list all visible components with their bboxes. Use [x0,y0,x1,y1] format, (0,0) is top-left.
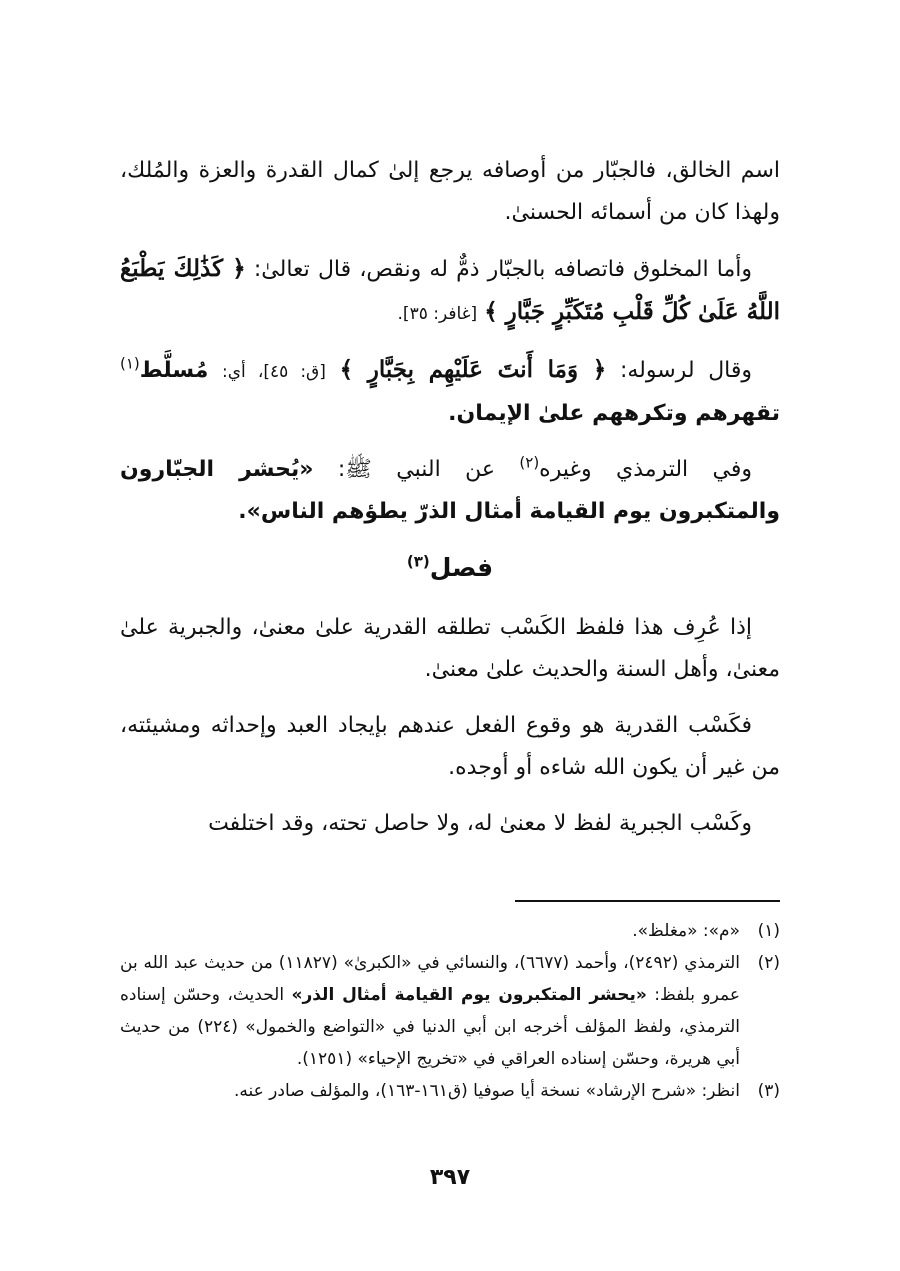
paragraph-5-text: إذا عُرِف هذا فلفظ الكَسْب تطلقه القدرية علىٰ معنىٰ، والجبرية علىٰ معنىٰ، وأهل السنة والحديث علىٰ معنىٰ. [120,615,780,682]
quran-verse-ghafir: ﴿ كَذَٰلِكَ يَطْبَعُ اللَّهُ عَلَىٰ كُلِّ قَلْبِ مُتَكَبِّرٍ جَبَّارٍ ﴾ [120,255,780,325]
paragraph-6-text: فكَسْب القدرية هو وقوع الفعل عندهم بإيجاد العبد وإحداثه ومشيئته، من غير أن يكون الله شاءه أو أوجده. [120,713,780,780]
paragraph-7 [120,803,780,845]
paragraph-4-text-a: وفي الترمذي وغيره [539,457,753,482]
paragraph-3 [120,349,780,435]
footnote-3-number: (٣) [757,1081,780,1101]
footnote-marker-1[interactable]: (١) [120,354,140,373]
verse-reference-ghafir: [غافر: ٣٥]. [397,304,478,324]
paragraph-1 [120,150,780,234]
musallat-word: مُسلَّط [139,358,209,383]
paragraph-3-text-b: تقهرهم وتكرههم علىٰ الإيمان. [448,401,780,426]
footnote-2-bold-quote: «يحشر المتكبرون يوم القيامة أمثال الذر» [291,985,647,1005]
quran-verse-qaf: ﴿ وَمَا أَنتَ عَلَيْهِم بِجَبَّارٍ ﴾ [339,356,607,383]
section-heading [120,547,780,589]
verse-reference-qaf: [ق: ٤٥]، أي: [222,362,326,382]
paragraph-4 [120,449,780,533]
paragraph-2-text: وأما المخلوق فاتصافه بالجبّار ذمٌّ له ونقص، قال تعالىٰ: [253,257,752,282]
paragraph-7-text: وكَسْب الجبرية لفظ لا معنىٰ له، ولا حاصل تحته، وقد اختلفت [208,811,752,836]
footnote-1-text: «م»: «مغلظ». [632,921,740,941]
paragraph-6 [120,705,780,789]
footnote-2-text-b: الحديث، وحسّن إسناده الترمذي، ولفظ المؤلف أخرجه ابن أبي الدنيا في «التواضع والخمول» (٢٢٤) من حديث أبي هريرة، وحسّن إسناده العراقي في «تخريج الإحياء» (١٢٥١). [120,985,741,1069]
section-heading-text: فصل [429,553,494,582]
footnote-separator [515,900,780,902]
footnote-1 [120,915,780,947]
hadith-text: «يُحشر الجبّارون والمتكبرون يوم القيامة أمثال الذرّ يطؤهم الناس». [120,457,780,524]
footnotes [120,915,780,1107]
main-text [120,150,780,859]
footnote-marker-2[interactable]: (٢) [519,453,540,472]
footnote-marker-3[interactable]: (٣) [406,552,430,571]
paragraph-1-text: اسم الخالق، فالجبّار من أوصافه يرجع إلىٰ كمال القدرة والعزة والمُلك، ولهذا كان من أسمائه الحسنىٰ. [120,158,780,225]
footnote-1-number: (١) [757,921,780,941]
paragraph-3-text-a: وقال لرسوله: [619,358,753,383]
paragraph-4-text-b: عن النبي ﷺ: [337,457,495,482]
footnote-2-number: (٢) [757,953,780,973]
footnote-2 [120,947,780,1075]
paragraph-5 [120,607,780,691]
footnote-3-text: انظر: «شرح الإرشاد» نسخة أيا صوفيا (ق١٦١-١٦٣)، والمؤلف صادر عنه. [233,1081,740,1101]
footnote-3 [120,1075,780,1107]
footnote-2-text-a: الترمذي (٢٤٩٢)، وأحمد (٦٦٧٧)، والنسائي في «الكبرىٰ» (١١٨٢٧) من حديث عبد الله بن عمرو بلفظ: [120,953,740,1005]
footnote-2-body [120,947,740,1075]
paragraph-2 [120,248,780,335]
page-number: ٣٩٧ [429,1165,471,1190]
